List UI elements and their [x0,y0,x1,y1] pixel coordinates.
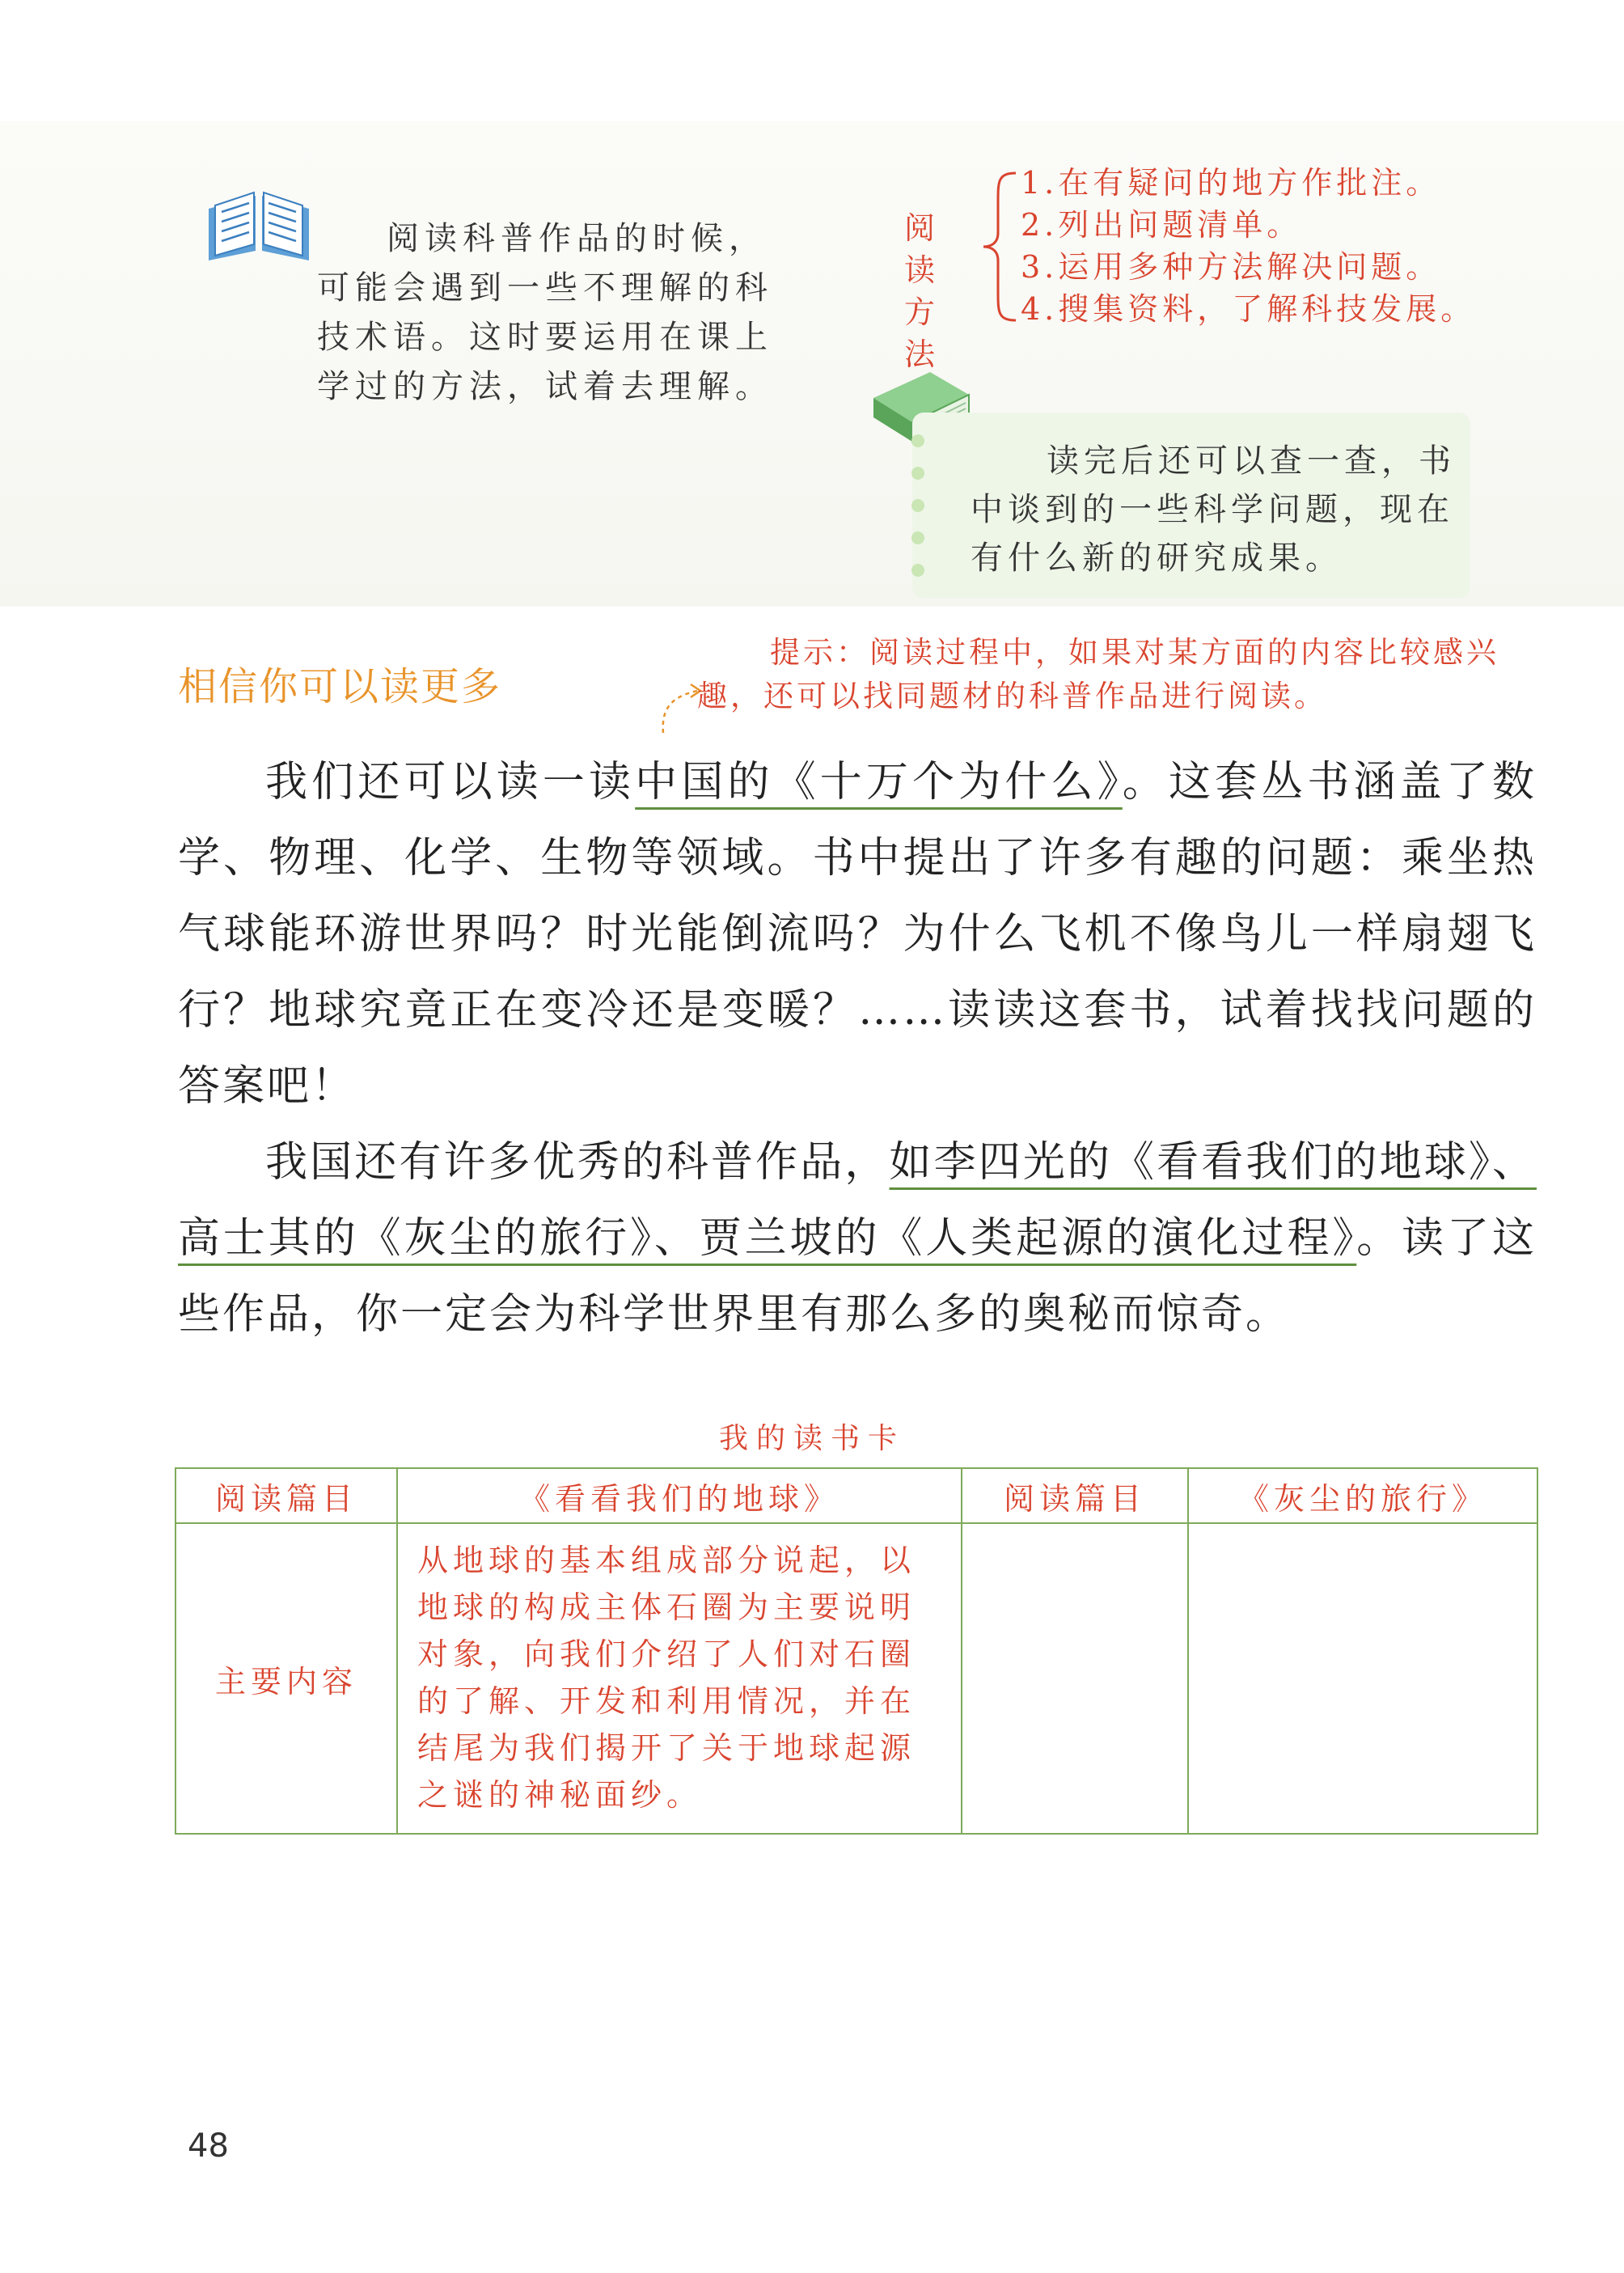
right-note [912,413,1470,599]
table-row [176,1523,1537,1834]
underlined-book-titles: 如李四光的《看看我们的地球》、高士其的《灰尘的旅行》、贾兰坡的《人类起源的演化过程》 [178,1138,1537,1263]
book-title-2: 《灰尘的旅行》 [1188,1468,1537,1523]
paragraph-text: 。读了这些作品，你一定会为科学世界里有那么多的奥秘而惊奇。 [178,1214,1537,1339]
paragraph-text: 我国还有许多优秀的科普作品， [265,1138,890,1187]
reading-card-table [175,1467,1538,1835]
main-content-1: 从地球的基本组成部分说起，以地球的构成主体石圈为主要说明对象，向我们介绍了人们对石圈的了解、开发和利用情况，并在结尾为我们揭开了关于地球起源之谜的神秘面纱。 [397,1523,962,1834]
section-title: 相信你可以读更多 [178,664,502,709]
method-item: 3.运用多种方法解决问题。 [1021,249,1441,285]
left-note-text: 阅读科普作品的时候，可能会遇到一些不理解的科技术语。这时要运用在课上学过的方法，试着去理解。 [317,220,773,405]
paragraph-text: 我们还可以读一读 [265,758,636,806]
reading-card-title: 我的读书卡 [718,1422,905,1455]
reading-tip: 提示：阅读过程中，如果对某方面的内容比较感兴趣，还可以找同题材的科普作品进行阅读。 [697,635,1499,713]
open-book-icon [202,176,315,265]
paragraph-2 [178,1124,1537,1352]
page-number: 48 [188,2127,229,2165]
reading-method-label: 阅读方法 [904,210,942,372]
main-content-2 [1188,1523,1537,1834]
reading-title-label: 阅读篇目 [176,1468,397,1523]
method-item: 4.搜集资料，了解科技发展。 [1021,291,1476,327]
paragraph-text: 。这套丛书涵盖了数学、物理、化学、生物等领域。书中提出了许多有趣的问题：乘坐热气球能环游世界吗？时光能倒流吗？为什么飞机不像鸟儿一样扇翅飞行？地球究竟正在变冷还是变暖？……读读这套书，试着找找问题的答案吧！ [178,758,1537,1111]
paragraph-1 [178,744,1537,1124]
main-content-label: 主要内容 [176,1523,397,1834]
underlined-book-title: 中国的《十万个为什么》 [635,758,1123,806]
reading-title-label: 阅读篇目 [962,1468,1188,1523]
method-item: 1.在有疑问的地方作批注。 [1021,165,1441,201]
brace-icon [980,170,1019,324]
body-text [178,744,1537,1352]
dot-decoration-icon [906,433,930,595]
left-note [317,214,802,412]
method-item: 2.列出问题清单。 [1021,207,1302,243]
right-note-text: 读完后还可以查一查，书中谈到的一些科学问题，现在有什么新的研究成果。 [971,442,1456,577]
table-row [176,1468,1537,1523]
book-title-1: 《看看我们的地球》 [397,1468,962,1523]
empty-cell [962,1523,1188,1834]
reading-method-list [1021,162,1587,330]
